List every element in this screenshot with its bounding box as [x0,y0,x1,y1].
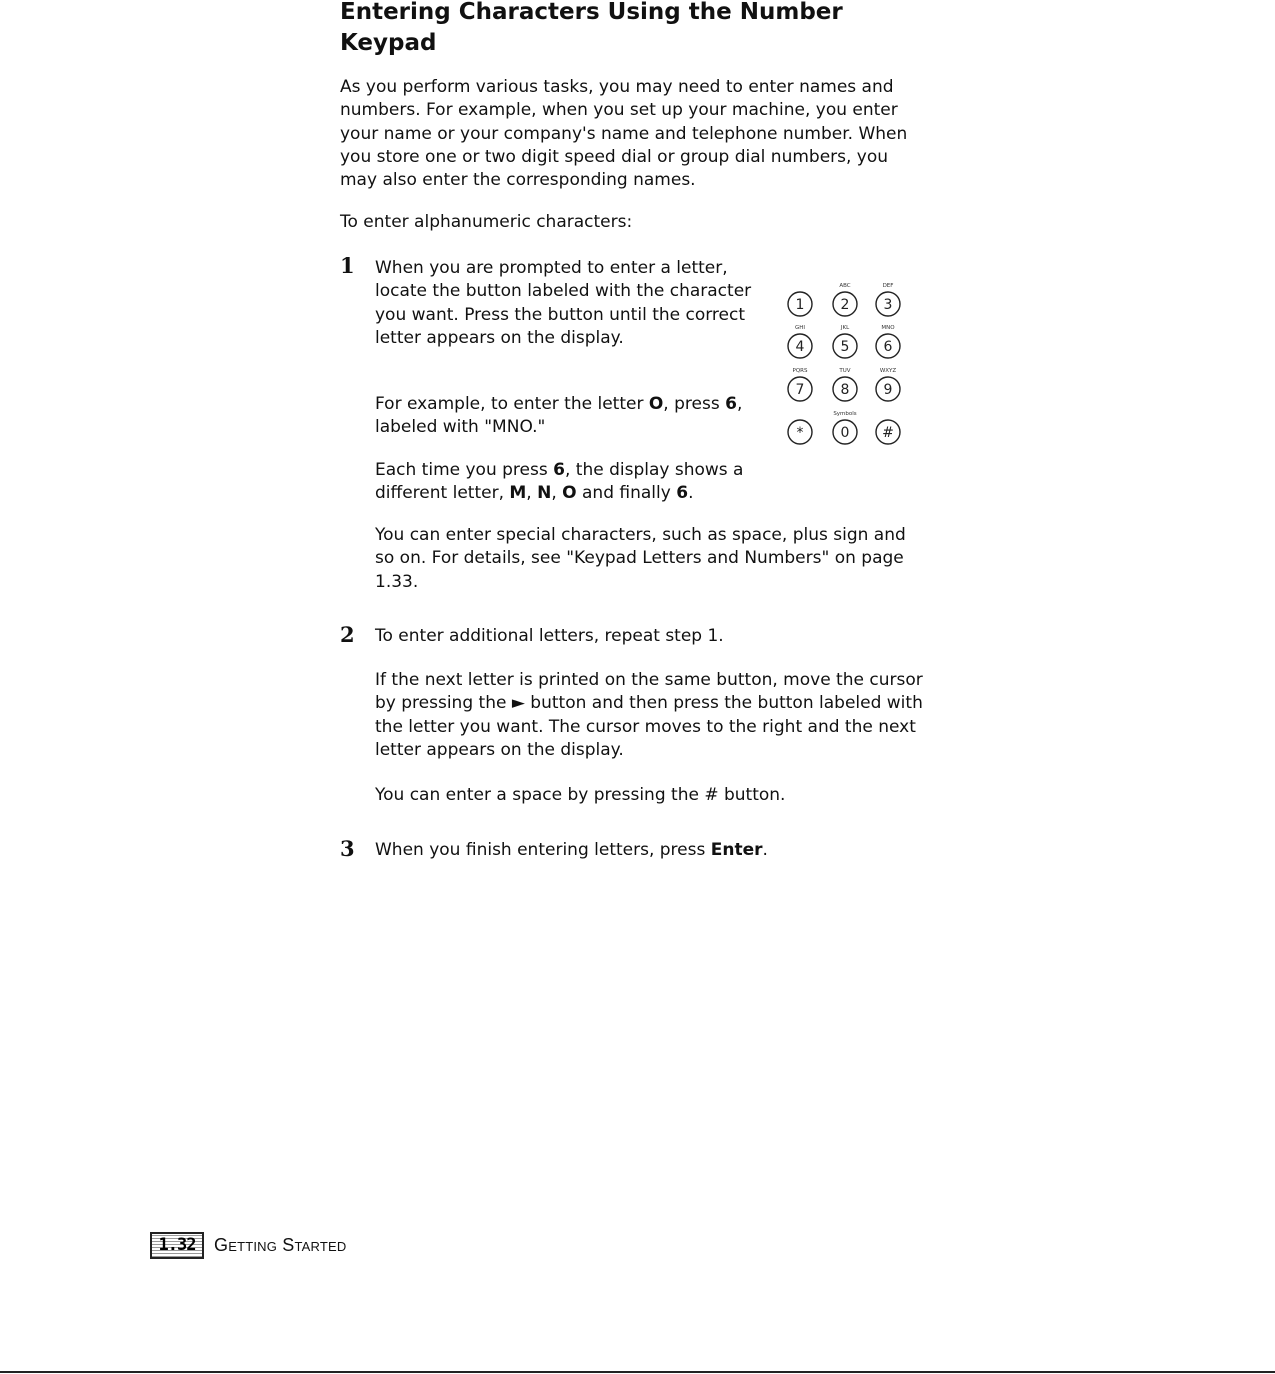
keypad-key-5-label: 5 [840,339,850,355]
step-2-text: To enter additional letters, repeat step 1. [375,626,724,646]
keypad-key-7-label: 7 [795,382,805,398]
keypad-key-7-letters: PQRS [792,368,808,374]
intro-paragraph: As you perform various tasks, you may need to enter names and numbers. For example, when you set up your machine, you enter your name or your company's name and telephone number. When you store one or two digit speed dial or group dial numbers, you may also enter the corresponding names. [340,77,908,191]
step-1-each-time: Each time you press 6, the display shows a different letter, M, N, O and finally 6. [375,460,744,504]
step-2-number: 2 [340,622,355,647]
keypad-key-6-label: 6 [883,339,893,355]
keypad-key-4-letters: GHI [794,325,806,331]
step-1-number: 1 [340,253,355,278]
section-name: Getting Started [214,1235,347,1255]
keypad-key-11-label: 0 [840,425,850,441]
step-3-text: When you finish entering letters, press Enter. [375,840,768,860]
keypad-key-5-letters: JKL [840,325,850,331]
keypad-key-4-label: 4 [795,339,805,355]
step-2-next-letter: If the next letter is printed on the same button, move the cursor by pressing the ► button and then press the button labeled with the letter you want. The cursor moves to the right and the next letter appears on the display. [375,670,923,760]
keypad-key-11-letters: Symbols [833,411,857,417]
keypad-key-2-label: 2 [840,297,850,313]
step-3-number: 3 [340,836,355,861]
keypad-key-6-letters: MNO [881,325,895,331]
keypad-key-9-label: 9 [883,382,893,398]
lead-in-text: To enter alphanumeric characters: [340,212,633,232]
keypad-illustration [770,272,920,450]
step-2-space: You can enter a space by pressing the # button. [375,785,786,805]
page-number-badge: 1.32 [150,1232,204,1259]
key-6: 6 [725,394,737,414]
keypad-key-12-label: # [882,425,894,441]
step-1-example: For example, to enter the letter O, press 6, labeled with "MNO." [375,394,743,438]
keypad-key-2-letters: ABC [839,283,851,289]
letter-o: O [648,394,664,414]
keypad-key-10-label: * [796,425,804,441]
keypad-key-3-label: 3 [883,297,893,313]
keypad-key-3-letters: DEF [882,283,894,289]
enter-label: Enter [710,840,763,860]
keypad-key-1-label: 1 [795,297,805,313]
page-title: Entering Characters Using the Number Keypad [340,0,843,56]
step-1-text: When you are prompted to enter a letter, locate the button labeled with the character you want. Press the button until the correct letter appears on the display. [375,258,752,348]
keypad-key-9-letters: WXYZ [879,368,897,374]
page-footer [150,1232,550,1262]
bottom-rule [0,1371,1275,1373]
keypad-drawing [770,272,920,450]
keypad-key-8-letters: TUV [839,368,851,374]
keypad-key-8-label: 8 [840,382,850,398]
step-1-special-characters: You can enter special characters, such as space, plus sign and so on. For details, see "Keypad Letters and Numbers" on page 1.33. [375,525,906,592]
